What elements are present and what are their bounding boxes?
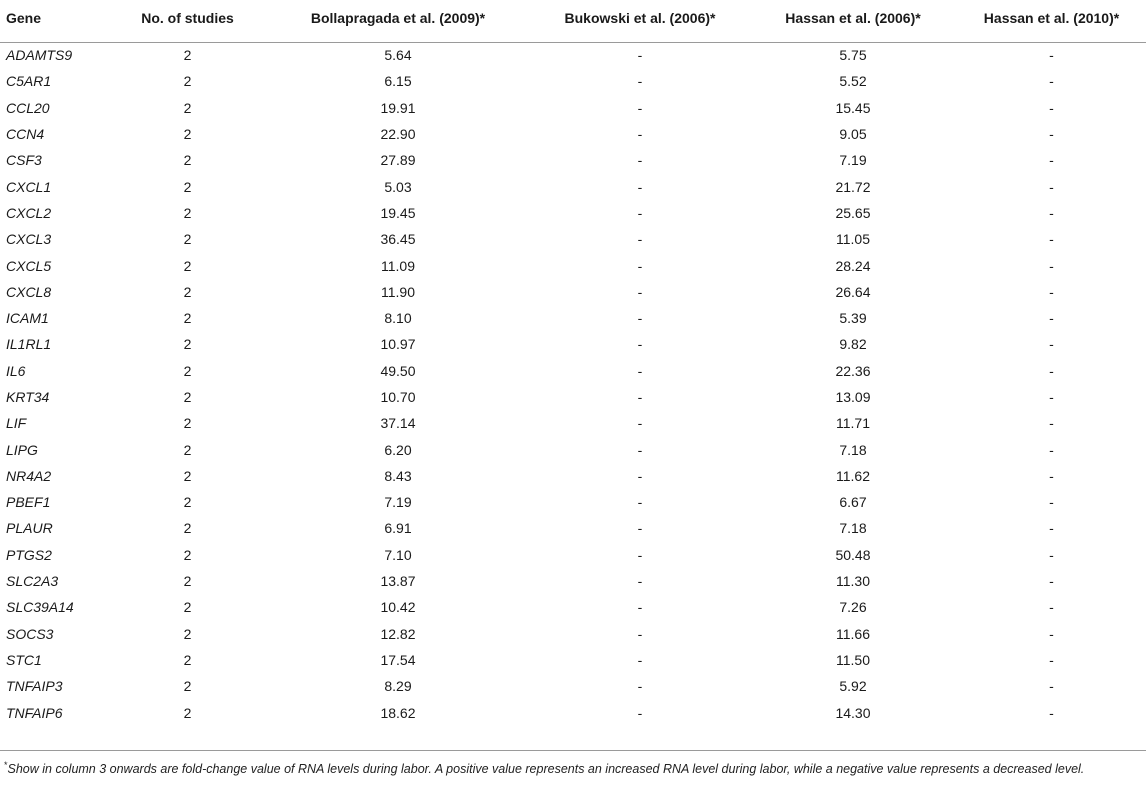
cell-bollapragada-2009: 10.70 [380,389,416,405]
table-row [0,226,1146,252]
table-row [0,331,1146,357]
cell-bollapragada-2009: 7.10 [384,546,412,563]
cell-hassan-2006: 11.50 [836,651,870,668]
cell-bollapragada-2009: 6.20 [384,441,412,458]
header-bukowski-2006: Bukowski et al. (2006)* [564,9,716,26]
table-row [0,358,1146,384]
cell-hassan-2006: 7.26 [839,599,867,616]
cell-bukowski-2006: - [637,231,643,248]
cell-hassan-2006: 21.72 [835,178,871,195]
footnote-text: Show in column 3 onwards are fold-change value of RNA levels during labor. A positive value represents an increased RNA level during labor, while a negative value represents a decreased level. [7,762,1085,777]
cell-bukowski-2006: - [637,678,643,695]
cell-no-of-studies: 2 [183,336,192,353]
cell-bollapragada-2009: 19.45 [380,204,416,221]
table-body [0,42,1146,726]
cell-hassan-2010: - [1049,257,1054,274]
cell-bukowski-2006: - [637,99,643,116]
cell-no-of-studies: 2 [183,99,192,116]
cell-bukowski-2006: - [637,204,643,221]
cell-hassan-2006: 7.19 [839,152,867,169]
cell-no-of-studies: 2 [183,651,192,668]
cell-hassan-2006: 9.82 [839,336,867,353]
cell-bukowski-2006: - [637,441,643,458]
cell-no-of-studies: 2 [183,310,192,327]
cell-hassan-2010: - [1049,441,1054,458]
cell-bollapragada-2009: 37.14 [380,415,416,432]
cell-hassan-2010: - [1049,283,1054,300]
cell-no-of-studies: 2 [183,47,192,64]
cell-bukowski-2006: - [637,73,643,90]
table-row [0,568,1146,594]
cell-no-of-studies: 2 [183,678,192,695]
cell-bollapragada-2009: 18.62 [380,704,416,721]
cell-hassan-2010: - [1049,204,1054,221]
cell-bukowski-2006: - [637,178,643,195]
cell-bollapragada-2009: 12.82 [380,625,416,642]
cell-hassan-2010: - [1049,520,1054,537]
cell-no-of-studies: 2 [183,152,192,169]
cell-no-of-studies: 2 [183,362,192,379]
cell-hassan-2010: - [1049,494,1054,511]
cell-hassan-2006: 5.39 [839,310,867,327]
cell-bollapragada-2009: 13.87 [380,573,416,590]
cell-hassan-2010: - [1049,573,1054,590]
cell-hassan-2006: 22.36 [835,362,871,379]
cell-hassan-2010: - [1049,625,1054,642]
cell-bollapragada-2009: 8.10 [384,310,412,327]
cell-hassan-2010: - [1049,310,1054,327]
cell-bollapragada-2009: 11.90 [381,283,415,300]
cell-hassan-2010: - [1049,99,1054,116]
cell-no-of-studies: 2 [183,283,192,300]
cell-no-of-studies: 2 [183,178,192,195]
cell-bollapragada-2009: 11.09 [381,257,415,274]
cell-bollapragada-2009: 10.42 [380,599,416,616]
cell-hassan-2010: - [1049,389,1054,405]
cell-bukowski-2006: - [637,126,643,143]
cell-bollapragada-2009: 6.91 [384,520,412,537]
cell-gene: PLAUR [6,520,53,537]
cell-hassan-2006: 7.18 [839,441,867,458]
table-row [0,147,1146,173]
cell-bollapragada-2009: 19.91 [380,99,416,116]
cell-bukowski-2006: - [637,651,643,668]
cell-gene: ICAM1 [6,310,49,327]
table-row [0,673,1146,699]
cell-bukowski-2006: - [637,362,643,379]
cell-no-of-studies: 2 [183,441,192,458]
cell-no-of-studies: 2 [183,389,192,405]
cell-hassan-2006: 11.71 [836,415,870,432]
cell-hassan-2006: 11.66 [836,625,870,642]
cell-bukowski-2006: - [637,520,643,537]
cell-no-of-studies: 2 [183,126,192,143]
table-row [0,594,1146,620]
cell-bollapragada-2009: 5.64 [384,47,412,64]
cell-hassan-2010: - [1049,362,1054,379]
table-row [0,305,1146,331]
cell-bollapragada-2009: 22.90 [380,126,416,143]
cell-bukowski-2006: - [637,283,643,300]
cell-bollapragada-2009: 7.19 [384,494,412,511]
cell-gene: CXCL2 [6,204,52,221]
table-row [0,489,1146,515]
cell-gene: KRT34 [6,389,50,405]
cell-gene: TNFAIP6 [6,704,63,721]
table-row [0,173,1146,199]
cell-hassan-2010: - [1049,546,1054,563]
cell-no-of-studies: 2 [183,204,192,221]
cell-gene: ADAMTS9 [6,47,73,64]
cell-gene: CXCL8 [6,283,52,300]
cell-gene: TNFAIP3 [6,678,63,695]
cell-hassan-2006: 7.18 [839,520,867,537]
table-row [0,621,1146,647]
cell-bukowski-2006: - [637,467,643,484]
cell-hassan-2006: 15.45 [835,99,871,116]
cell-bollapragada-2009: 5.03 [384,178,412,195]
cell-no-of-studies: 2 [183,520,192,537]
table-row [0,410,1146,436]
cell-bukowski-2006: - [637,494,643,511]
cell-no-of-studies: 2 [183,625,192,642]
cell-bollapragada-2009: 27.89 [380,152,416,169]
table-footnote [4,757,1140,778]
cell-hassan-2006: 5.92 [839,678,867,695]
cell-bukowski-2006: - [637,257,643,274]
header-gene: Gene [6,9,42,26]
cell-hassan-2010: - [1049,178,1054,195]
table-row [0,542,1146,568]
header-hassan-2006: Hassan et al. (2006)* [785,9,921,26]
cell-gene: PBEF1 [6,494,51,511]
cell-gene: CXCL3 [6,231,52,248]
cell-hassan-2010: - [1049,467,1054,484]
cell-gene: LIPG [6,441,38,458]
table-row [0,384,1146,410]
cell-hassan-2010: - [1049,678,1054,695]
cell-gene: CCL20 [6,99,50,116]
table-row [0,42,1146,68]
cell-no-of-studies: 2 [183,467,192,484]
cell-bollapragada-2009: 17.54 [380,651,416,668]
cell-bukowski-2006: - [637,546,643,563]
cell-hassan-2010: - [1049,704,1054,721]
table-row [0,515,1146,541]
table-row [0,121,1146,147]
table-row [0,436,1146,462]
cell-gene: SLC2A3 [6,573,59,590]
cell-bukowski-2006: - [637,152,643,169]
cell-hassan-2006: 9.05 [839,126,867,143]
table-row [0,95,1146,121]
cell-gene: LIF [6,415,27,432]
cell-hassan-2006: 11.05 [836,231,870,248]
cell-hassan-2010: - [1049,126,1054,143]
cell-hassan-2006: 5.52 [839,73,867,90]
cell-no-of-studies: 2 [183,231,192,248]
cell-hassan-2006: 6.67 [839,494,867,511]
cell-hassan-2010: - [1049,47,1054,64]
cell-bukowski-2006: - [637,573,643,590]
cell-hassan-2010: - [1049,651,1054,668]
cell-gene: SOCS3 [6,625,54,642]
cell-bollapragada-2009: 8.29 [384,678,412,695]
cell-bollapragada-2009: 36.45 [380,231,416,248]
cell-hassan-2010: - [1049,231,1054,248]
cell-hassan-2006: 26.64 [835,283,871,300]
cell-no-of-studies: 2 [183,573,192,590]
table-row [0,68,1146,94]
table-bottom-rule [0,750,1146,751]
cell-bukowski-2006: - [637,599,643,616]
cell-bollapragada-2009: 49.50 [380,362,416,379]
header-no-of-studies: No. of studies [141,9,234,26]
cell-hassan-2010: - [1049,415,1054,432]
cell-no-of-studies: 2 [183,494,192,511]
cell-gene: SLC39A14 [6,599,74,616]
cell-hassan-2006: 5.75 [839,47,867,64]
cell-hassan-2006: 25.65 [835,204,871,221]
cell-bukowski-2006: - [637,336,643,353]
cell-gene: NR4A2 [6,467,52,484]
table-row [0,252,1146,278]
cell-hassan-2010: - [1049,152,1054,169]
cell-gene: STC1 [6,651,42,668]
table-header [0,0,1146,42]
cell-gene: PTGS2 [6,546,52,563]
cell-hassan-2006: 11.30 [836,573,870,590]
footnote-marker: * [4,760,8,770]
cell-bukowski-2006: - [637,625,643,642]
cell-no-of-studies: 2 [183,415,192,432]
cell-gene: CSF3 [6,152,42,169]
cell-gene: CXCL5 [6,257,52,274]
cell-gene: C5AR1 [6,73,52,90]
cell-bukowski-2006: - [637,415,643,432]
cell-no-of-studies: 2 [183,599,192,616]
cell-hassan-2010: - [1049,599,1054,616]
header-bollapragada-2009: Bollapragada et al. (2009)* [310,9,486,26]
cell-no-of-studies: 2 [183,704,192,721]
cell-hassan-2010: - [1049,73,1054,90]
cell-hassan-2006: 28.24 [835,257,871,274]
cell-hassan-2006: 13.09 [835,389,871,405]
cell-gene: CCN4 [6,126,45,143]
cell-bollapragada-2009: 10.97 [380,336,416,353]
header-hassan-2010: Hassan et al. (2010)* [983,9,1120,26]
cell-no-of-studies: 2 [183,546,192,563]
cell-bukowski-2006: - [637,47,643,64]
cell-gene: IL6 [6,362,26,379]
cell-hassan-2006: 11.62 [836,467,870,484]
header-row [0,0,1146,42]
table-row [0,200,1146,226]
table-row [0,463,1146,489]
cell-gene: CXCL1 [6,178,52,195]
cell-hassan-2010: - [1049,336,1054,353]
cell-bukowski-2006: - [637,704,643,721]
table-row [0,647,1146,673]
cell-bollapragada-2009: 6.15 [384,73,412,90]
cell-gene: IL1RL1 [6,336,52,353]
cell-bukowski-2006: - [637,310,643,327]
cell-hassan-2006: 14.30 [835,704,871,721]
table-row [0,699,1146,725]
cell-no-of-studies: 2 [183,257,192,274]
cell-bukowski-2006: - [637,389,643,405]
cell-bollapragada-2009: 8.43 [384,467,412,484]
table-row [0,279,1146,305]
cell-no-of-studies: 2 [183,73,192,90]
cell-hassan-2006: 50.48 [835,546,871,563]
